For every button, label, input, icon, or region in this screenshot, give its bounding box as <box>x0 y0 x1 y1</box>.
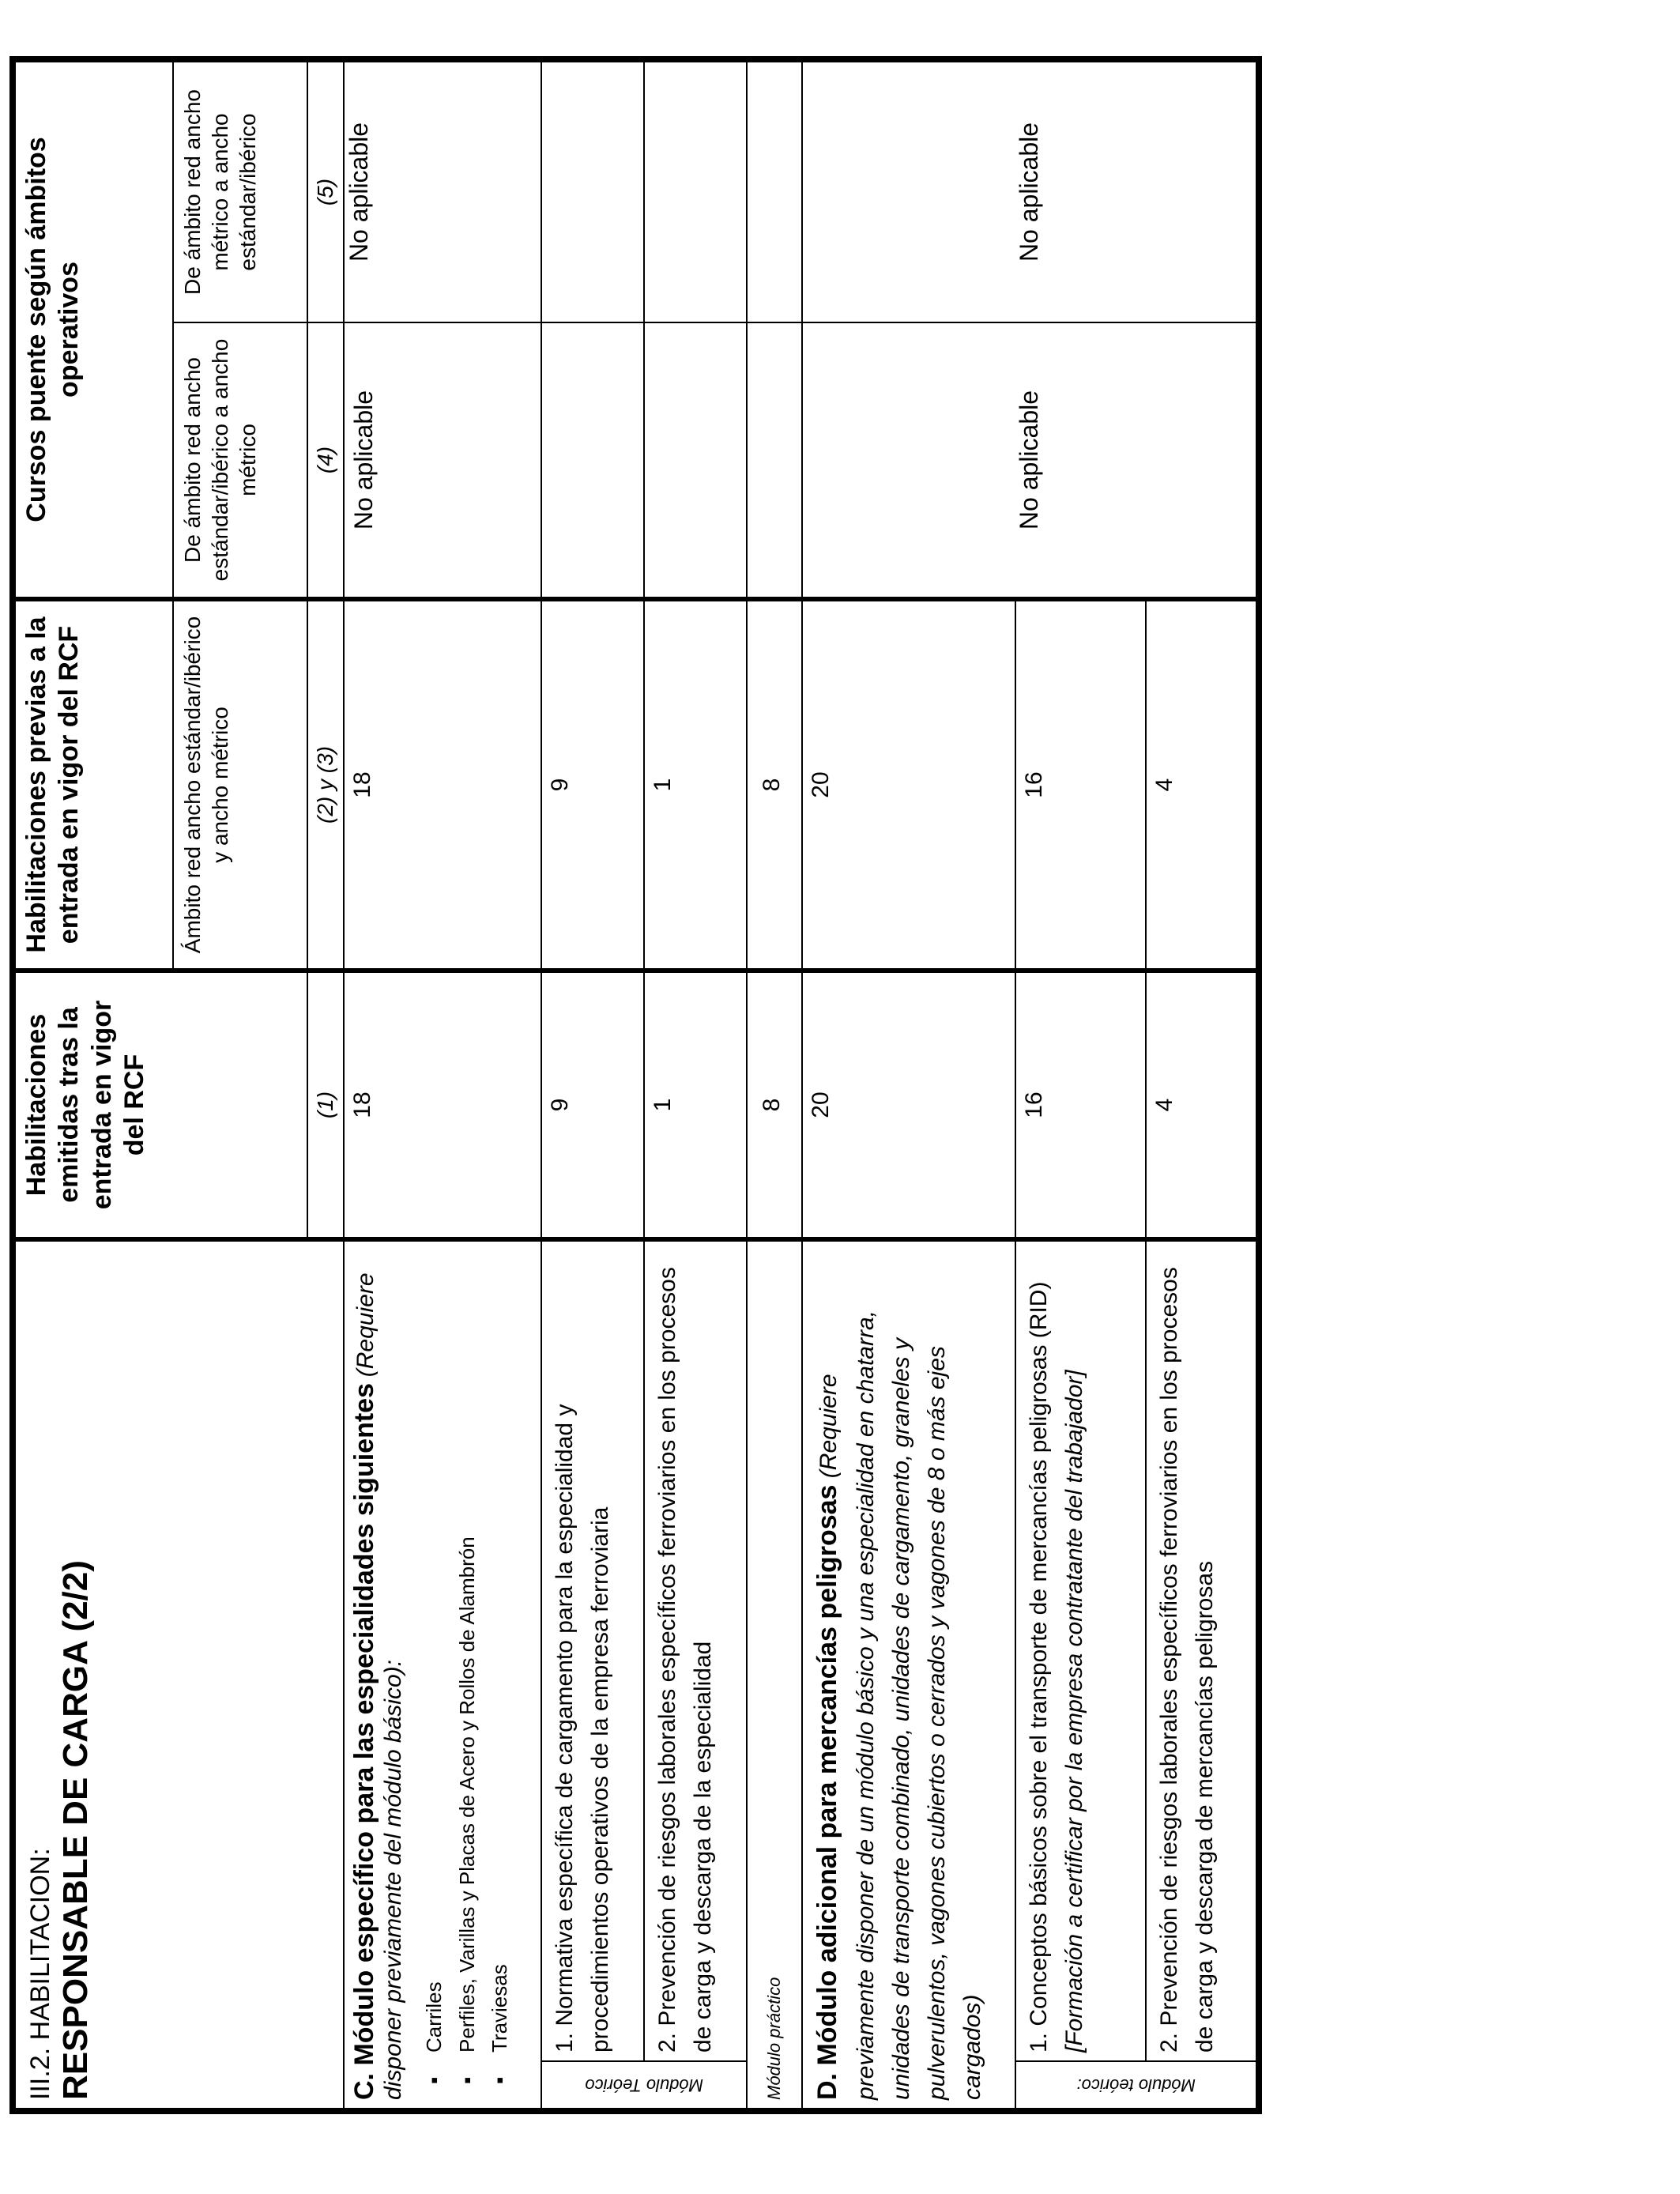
section-c-row-2-text: 2. Prevención de riesgos laborales específicos ferroviarios en los procesos de carga y descarga de la especialidad <box>644 1239 747 2061</box>
section-c-note: (Requiere disponer previamente del módulo básico): <box>352 1272 406 2100</box>
section-d-row-1-text: 1. Conceptos básicos sobre el transporte de mercancías peligrosas (RID) <box>1026 1281 1052 2053</box>
section-c-title: C. Módulo específico para las especialidades siguientes <box>349 1383 379 2100</box>
section-d-title: D. Módulo adicional para mercancías peligrosas <box>812 1484 842 2100</box>
section-d-row-1-note: [Formación a certificar por la empresa contratante del trabajador] <box>1061 1370 1087 2053</box>
section-d-total-emitidas: 20 <box>802 971 1015 1239</box>
col-cursos-header <box>15 62 173 599</box>
section-d-na-b: No aplicable <box>802 62 1256 322</box>
ref-2-3: (2) y (3) <box>307 599 344 971</box>
section-c-title-row <box>344 62 541 2109</box>
section-c-row-1-emitidas: 9 <box>541 971 644 1239</box>
section-c-practico-emitidas: 8 <box>747 971 802 1239</box>
ref-1: (1) <box>307 971 344 1239</box>
section-c-row-2-emitidas: 1 <box>644 971 747 1239</box>
empty-cell <box>747 62 802 322</box>
section-d-teorico-label: Módulo teórico: <box>1015 2061 1256 2109</box>
section-c-bullets <box>418 1250 517 2100</box>
col-cursos-b-label: De ámbito red ancho métrico a ancho estándar/ibérico <box>180 89 260 295</box>
bullet-item: ▪ Traviesas <box>484 1250 517 2084</box>
col-cursos-b-header <box>173 62 307 322</box>
section-c-total-previas: 18 <box>344 599 541 971</box>
section-d-title-row <box>802 62 1015 2109</box>
ref-5: (5) <box>307 62 344 322</box>
empty-cell <box>747 322 802 599</box>
section-d-row-1-previas: 16 <box>1015 599 1146 971</box>
section-d-row-1-cell <box>1015 1239 1146 2061</box>
section-c-row-2-previas: 1 <box>644 599 747 971</box>
habilitacion-header-cell <box>15 1239 344 2109</box>
section-c-row-2 <box>644 62 747 2109</box>
empty-cell <box>644 62 747 322</box>
section-d-row-2-emitidas: 4 <box>1146 971 1256 1239</box>
section-d-row-2-previas: 4 <box>1146 599 1256 971</box>
section-c-title-cell <box>344 1239 541 2109</box>
bullet-item: ▪ Carriles <box>418 1250 451 2084</box>
empty-cell <box>541 322 644 599</box>
col-cursos-a-header <box>173 322 307 599</box>
empty-cell <box>541 62 644 322</box>
section-c-row-1-previas: 9 <box>541 599 644 971</box>
empty-cell <box>644 322 747 599</box>
section-c-row-1 <box>541 62 644 2109</box>
section-d-title-cell <box>802 1239 1015 2109</box>
section-c-practico-label: Módulo práctico <box>747 1239 802 2109</box>
rotated-document-table <box>14 86 1218 2109</box>
section-c-na-b: No aplicable <box>344 62 541 322</box>
habilitacion-table <box>14 61 1257 2109</box>
section-c-practico-previas: 8 <box>747 599 802 971</box>
ref-4: (4) <box>307 322 344 599</box>
section-c-row-1-text: 1. Normativa específica de cargamento para la especialidad y procedimientos operativos de la empresa ferroviaria <box>541 1239 644 2061</box>
section-d-row-2-text: 2. Prevención de riesgos laborales específicos ferroviarios en los procesos de carga y descarga de mercancías peligrosas <box>1146 1239 1256 2061</box>
header-row <box>15 62 173 2109</box>
section-d-note: (Requiere previamente disponer de un módulo básico y una especialidad en chatarra, unidades de transporte combinado, unidades de cargamento, graneles y pulverulentos, vagones cubiertos o cerrados y vagones de 8 o más ejes cargados) <box>816 1310 985 2100</box>
col-emitidas-label: Habilitaciones emitidas tras la entrada en vigor del RCF <box>21 1000 150 1210</box>
section-d-row-1-emitidas: 16 <box>1015 971 1146 1239</box>
section-d-na-a: No aplicable <box>802 322 1256 599</box>
section-c-teorico-label: Módulo Teórico <box>541 2061 747 2109</box>
col-previas-sublabel: Ámbito red ancho estándar/ibérico y ancho métrico <box>180 616 232 954</box>
bullet-item: ▪ Perfiles, Varillas y Placas de Acero y Rollos de Alambrón <box>451 1250 484 2084</box>
col-previas-label: Habilitaciones previas a la entrada en vigor del RCF <box>21 616 85 953</box>
habilitacion-title: RESPONSABLE DE CARGA (2/2) <box>56 1560 95 2100</box>
section-c-na-a: No aplicable <box>344 322 541 599</box>
col-cursos-label: Cursos puente según ámbitos operativos <box>21 137 85 522</box>
section-c-practico-row <box>747 62 802 2109</box>
col-cursos-a-label: De ámbito red ancho estándar/ibérico a ancho métrico <box>180 338 260 582</box>
col-emitidas-header <box>15 971 307 1239</box>
section-c-total-emitidas: 18 <box>344 971 541 1239</box>
col-previas-subheader <box>173 599 307 971</box>
col-previas-header <box>15 599 173 971</box>
habilitacion-label: III.2. HABILITACION: <box>25 1848 55 2100</box>
section-d-total-previas: 20 <box>802 599 1015 971</box>
